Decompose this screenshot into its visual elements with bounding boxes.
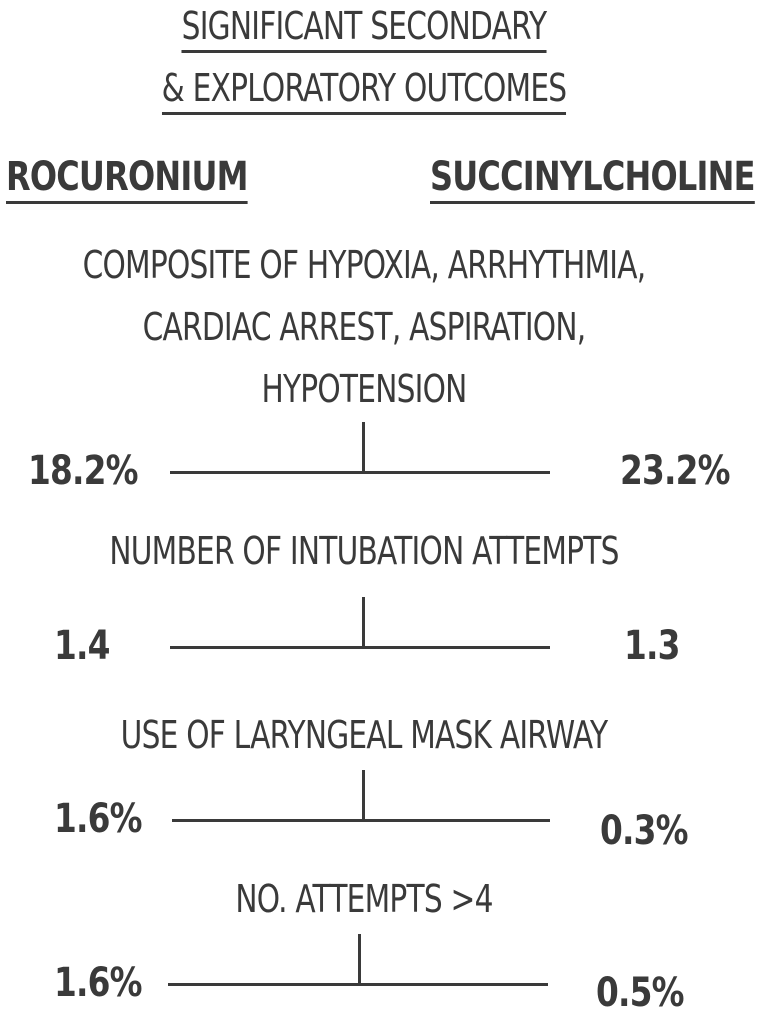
outcome-3-succinylcholine-value: 0.3% bbox=[600, 808, 688, 854]
column-header-succinylcholine: SUCCINYLCHOLINE bbox=[430, 154, 755, 204]
outcome-4-center-tick bbox=[358, 934, 361, 984]
title-text-2: & EXPLORATORY OUTCOMES bbox=[162, 66, 567, 115]
outcome-1-label-line-3: HYPOTENSION bbox=[261, 367, 467, 411]
outcome-3-label-line-1: USE OF LARYNGEAL MASK AIRWAY bbox=[120, 713, 608, 757]
outcome-2-center-tick bbox=[362, 597, 365, 647]
outcome-1-center-tick bbox=[362, 422, 365, 472]
outcome-4-succinylcholine-value: 0.5% bbox=[596, 970, 684, 1016]
outcome-2-rocuronium-value: 1.4 bbox=[54, 623, 110, 669]
outcome-1-label-line-2: CARDIAC ARREST, ASPIRATION, bbox=[142, 305, 586, 349]
outcome-4-label-line-1: NO. ATTEMPTS >4 bbox=[235, 877, 493, 921]
outcome-3-rocuronium-value: 1.6% bbox=[54, 796, 142, 842]
outcome-3-scale-line bbox=[172, 819, 550, 822]
outcome-2-label-line-1: NUMBER OF INTUBATION ATTEMPTS bbox=[109, 529, 619, 573]
outcome-2-scale-line bbox=[170, 646, 550, 649]
outcome-2-succinylcholine-value: 1.3 bbox=[624, 623, 680, 669]
outcome-2-label bbox=[80, 520, 648, 582]
outcome-1-succinylcholine-value: 23.2% bbox=[620, 448, 730, 494]
title-line-1 bbox=[80, 4, 648, 48]
outcome-1-label-line-1: COMPOSITE OF HYPOXIA, ARRHYTHMIA, bbox=[82, 243, 646, 287]
outcome-1-label bbox=[80, 234, 648, 420]
outcome-4-label bbox=[80, 868, 648, 930]
outcome-1-rocuronium-value: 18.2% bbox=[28, 448, 138, 494]
outcome-3-center-tick bbox=[362, 770, 365, 820]
outcome-4-rocuronium-value: 1.6% bbox=[54, 960, 142, 1006]
column-header-rocuronium: ROCURONIUM bbox=[6, 154, 248, 204]
outcome-3-label bbox=[80, 704, 648, 766]
title-line-2 bbox=[80, 66, 648, 110]
title-text-1: SIGNIFICANT SECONDARY bbox=[182, 4, 547, 53]
outcome-1-scale-line bbox=[170, 471, 550, 474]
